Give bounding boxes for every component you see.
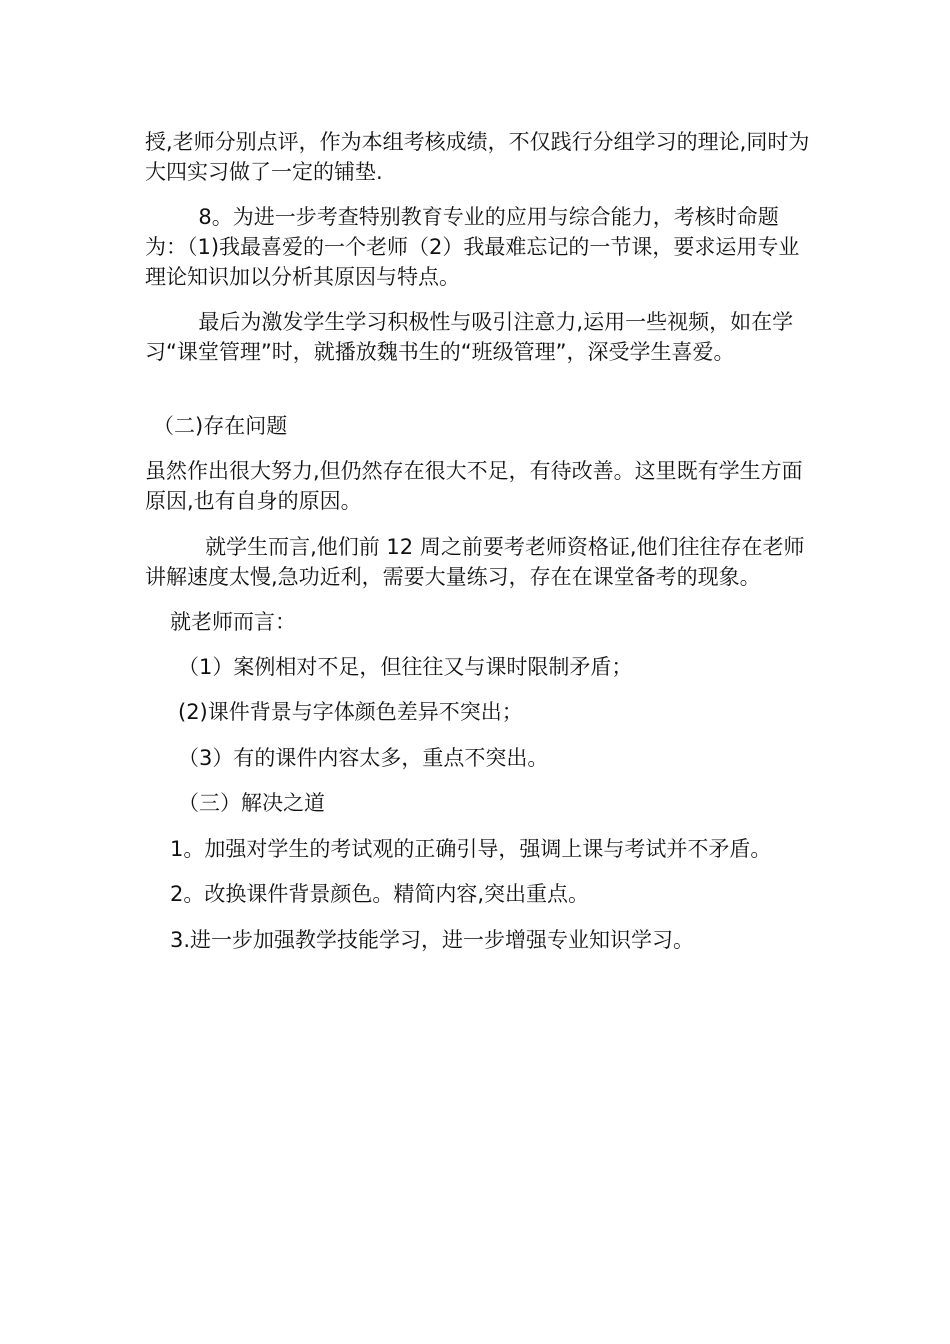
paragraph-exam-topic: 8。为进一步考查特别教育专业的应用与综合能力，考核时命题为：（1)我最喜爱的一个老师（2）我最难忘记的一节课，要求运用专业理论知识加以分析其原因与特点。 xyxy=(145,205,800,289)
paragraph-teacher-side: 就老师而言： xyxy=(170,610,296,634)
list-item-solution-2: 2。改换课件背景颜色。精简内容,突出重点。 xyxy=(170,882,590,906)
list-item-problem-3: （3）有的课件内容太多，重点不突出。 xyxy=(178,746,549,770)
list-item-solution-1: 1。加强对学生的考试观的正确引导，强调上课与考试并不矛盾。 xyxy=(170,837,772,861)
list-item-problem-2: (2)课件背景与字体颜色差异不突出； xyxy=(178,700,523,724)
paragraph-problems-intro: 虽然作出很大努力,但仍然存在很大不足，有待改善。这里既有学生方面原因,也有自身的原因。 xyxy=(145,459,803,513)
paragraph-student-side: 就学生而言,他们前 12 周之前要考老师资格证,他们往往存在老师讲解速度太慢,急功近利，需要大量练习，存在在课堂备考的现象。 xyxy=(145,535,805,589)
paragraph-peer-review: 授,老师分别点评，作为本组考核成绩，不仅践行分组学习的理论,同时为大四实习做了一定的铺垫. xyxy=(145,130,810,184)
section-heading-problems: （二)存在问题 xyxy=(153,414,288,438)
section-heading-solutions: （三）解决之道 xyxy=(178,791,325,815)
paragraph-video-use: 最后为激发学生学习积极性与吸引注意力,运用一些视频，如在学习“课堂管理”时，就播放魏书生的“班级管理”，深受学生喜爱。 xyxy=(145,310,794,364)
list-item-problem-1: （1）案例相对不足，但往往又与课时限制矛盾； xyxy=(178,655,633,679)
list-item-solution-3: 3.进一步加强教学技能学习，进一步增强专业知识学习。 xyxy=(170,928,695,952)
